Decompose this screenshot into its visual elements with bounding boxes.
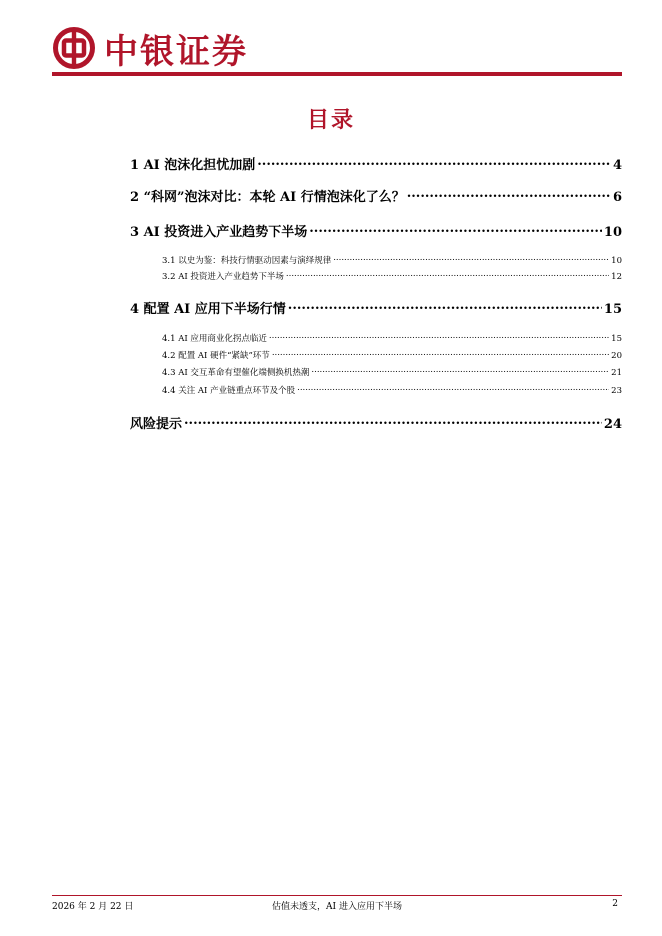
toc-leader-dots [297,385,609,394]
toc-leader-dots [407,188,611,201]
toc-leader-dots [184,415,602,428]
toc-entry-text: 3.2 AI 投资进入产业趋势下半场 [162,272,284,282]
toc-leader-dots [286,271,609,280]
toc-entry-page: 4 [612,158,622,173]
report-header [52,24,248,72]
toc-subentry[interactable] [162,349,622,361]
toc-entry-page: 10 [611,256,622,266]
toc-entry-page: 6 [612,190,622,205]
toc-leader-dots [269,333,609,342]
bank-of-china-logo-icon [52,26,96,70]
footer-date: 2026 年 2 月 22 日 [52,902,134,912]
footer-report-title: 估值未透支，AI 进入应用下半场 [272,902,402,912]
toc-entry-text: 1 AI 泡沫化担忧加剧 [130,158,256,173]
toc-entry-text: 4.4 关注 AI 产业链重点环节及个股 [162,386,296,396]
toc-subentry[interactable] [162,332,622,344]
toc-entry-page: 15 [611,334,622,344]
toc-leader-dots [272,350,609,359]
toc-title: 目录 [306,108,355,133]
header-divider [52,72,622,76]
toc-entry-text: 4.1 AI 应用商业化拐点临近 [162,334,267,344]
toc-entry-page: 20 [611,351,622,361]
toc-subentry[interactable] [162,270,622,282]
toc-entry[interactable] [130,186,622,205]
toc-subentry[interactable] [162,384,622,396]
footer-divider [52,895,622,896]
toc-entry-page: 15 [603,302,622,317]
toc-leader-dots [288,300,602,313]
toc-entry-text: 4.3 AI 交互革命有望催化端侧换机热潮 [162,368,310,378]
toc-entry-page: 24 [603,417,622,432]
toc-leader-dots [333,255,609,264]
toc-entry-text: 风险提示 [130,417,183,432]
toc-entry[interactable] [130,221,622,240]
toc-entry-text: 4.2 配置 AI 硬件“紧缺”环节 [162,351,270,361]
toc-subentry[interactable] [162,254,622,266]
toc-entry[interactable] [130,154,622,173]
toc-entry-page: 21 [611,368,622,378]
brand-name: 中银证券 [104,31,248,72]
toc-entry[interactable] [130,413,622,432]
toc-entry-text: 4 配置 AI 应用下半场行情 [130,302,286,317]
toc-entry[interactable] [130,298,622,317]
toc-subentry[interactable] [162,366,622,378]
toc-entry-page: 10 [603,225,622,240]
toc-entry-page: 23 [611,386,622,396]
toc-entry-text: 3.1 以史为鉴：科技行情驱动因素与演绎规律 [162,256,332,266]
toc-entry-page: 12 [611,272,622,282]
toc-entry-text: 3 AI 投资进入产业趋势下半场 [130,225,308,240]
footer-page-number: 2 [612,899,618,909]
toc-leader-dots [311,367,609,376]
toc-entry-text: 2 “科网”泡沫对比：本轮 AI 行情泡沫化了么？ [130,190,405,205]
toc-leader-dots [257,156,611,169]
toc-leader-dots [309,223,602,236]
